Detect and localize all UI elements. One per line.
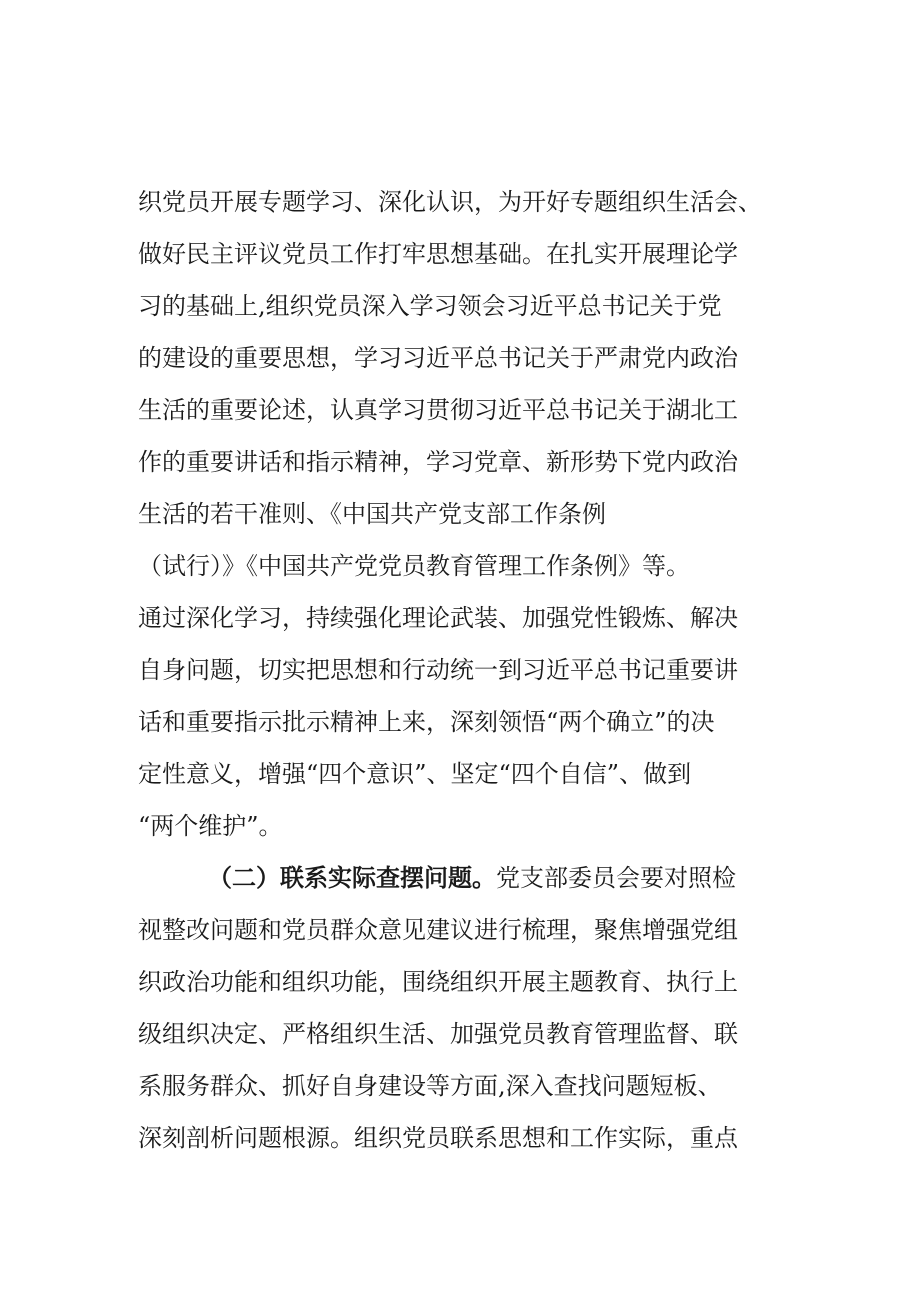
document-body [138,176,798,1164]
text-line: 做好民主评议党员工作打牢思想基础。在扎实开展理论学 [138,240,738,268]
text-line: 自身问题，切实把思想和行动统一到习近平总书记重要讲 [138,656,738,684]
text-line: 习的基础上,组织党员深入学习领会习近平总书记关于党 [138,292,722,320]
text-line: 定性意义，增强“四个意识”、坚定“四个自信”、做到 [138,760,692,788]
text-line: 作的重要讲话和指示精神，学习党章、新形势下党内政治 [138,448,738,476]
text-line: 通过深化学习，持续强化理论武装、加强党性锻炼、解决 [138,604,738,632]
section-heading: （二）联系实际查摆问题。 [208,863,496,892]
text-line: 生活的重要论述，认真学习贯彻习近平总书记关于湖北工 [138,396,738,424]
section-first-line [138,852,798,904]
text-line: 级组织决定、严格组织生活、加强党员教育管理监督、联 [138,1020,738,1048]
text-line: 生活的若干准则、《中国共产党支部工作条例 [138,500,606,528]
text-line: 的建设的重要思想，学习习近平总书记关于严肃党内政治 [138,344,738,372]
text-line: 视整改问题和党员群众意见建议进行梳理，聚焦增强党组 [138,916,738,944]
text-line: （试行）》《中国共产党党员教育管理工作条例》等。 [138,552,690,580]
text-line: 织党员开展专题学习、深化认识，为开好专题组织生活会、 [138,188,762,216]
text-line: “两个维护”。 [138,812,283,840]
section-first-line-text: 党支部委员会要对照检 [496,864,736,892]
text-line: 话和重要指示批示精神上来，深刻领悟“两个确立”的决 [138,708,715,736]
text-line: 系服务群众、抓好自身建设等方面,深入查找问题短板、 [138,1072,722,1100]
text-line: 织政治功能和组织功能，围绕组织开展主题教育、执行上 [138,968,738,996]
text-line: 深刻剖析问题根源。组织党员联系思想和工作实际，重点 [138,1124,738,1152]
